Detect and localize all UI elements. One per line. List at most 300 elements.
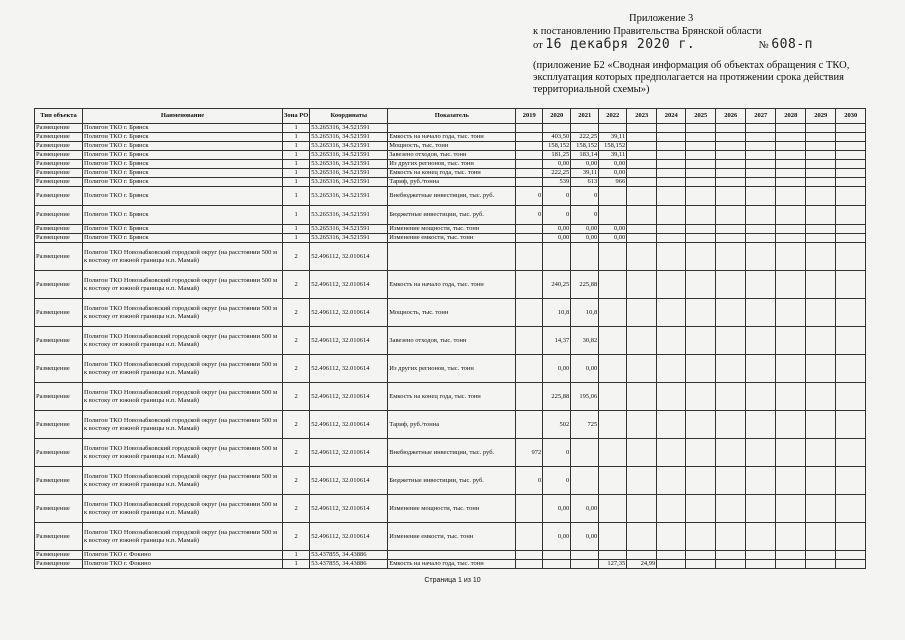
table-cell	[806, 178, 836, 187]
table-cell	[686, 178, 716, 187]
table-cell: 2	[283, 355, 310, 383]
table-cell: 225,88	[543, 383, 571, 411]
table-cell	[516, 169, 543, 178]
table-cell	[716, 467, 746, 495]
table-cell	[657, 151, 686, 160]
table-cell: 0,00	[571, 495, 599, 523]
table-cell	[516, 327, 543, 355]
table-cell: Размещение	[35, 271, 83, 299]
table-cell: 2	[283, 467, 310, 495]
table-cell	[627, 160, 657, 169]
table-cell: 0	[543, 206, 571, 225]
column-header: 2020	[543, 109, 571, 124]
table-cell: 53.265316, 34.521591	[310, 142, 388, 151]
table-cell	[657, 225, 686, 234]
table-cell	[657, 169, 686, 178]
table-cell: Полигон ТКО Новозыбковский городской округ (на расстоянии 500 м к востоку от южной границы н.п. Мамай)	[83, 327, 283, 355]
table-cell	[599, 187, 627, 206]
table-cell	[599, 411, 627, 439]
table-cell: Полигон ТКО г. Фокино	[83, 551, 283, 560]
table-cell	[599, 355, 627, 383]
table-cell	[716, 495, 746, 523]
table-row	[35, 327, 866, 355]
table-cell	[599, 551, 627, 560]
table-cell: 0,00	[571, 225, 599, 234]
table-cell	[776, 299, 806, 327]
table-cell	[836, 355, 866, 383]
table-cell	[716, 439, 746, 467]
table-cell: 52.496112, 32.010614	[310, 243, 388, 271]
column-header: 2024	[657, 109, 686, 124]
table-cell	[627, 271, 657, 299]
table-cell	[657, 355, 686, 383]
table-cell	[716, 225, 746, 234]
table-row	[35, 234, 866, 243]
table-cell: Из других регионов, тыс. тонн	[388, 355, 516, 383]
table-cell	[836, 151, 866, 160]
table-cell: 52.496112, 32.010614	[310, 411, 388, 439]
table-row	[35, 560, 866, 569]
table-cell	[806, 327, 836, 355]
table-cell	[686, 243, 716, 271]
table-cell	[686, 495, 716, 523]
table-cell: Полигон ТКО г. Брянск	[83, 187, 283, 206]
table-cell: 0	[516, 206, 543, 225]
table-cell	[836, 495, 866, 523]
table-cell	[776, 439, 806, 467]
table-cell: 222,25	[543, 169, 571, 178]
table-cell	[746, 299, 776, 327]
table-cell: Изменение мощности, тыс. тонн	[388, 495, 516, 523]
table-cell	[746, 411, 776, 439]
table-cell: Полигон ТКО Новозыбковский городской округ (на расстоянии 500 м к востоку от южной границы н.п. Мамай)	[83, 467, 283, 495]
table-cell	[686, 225, 716, 234]
table-cell: 1	[283, 133, 310, 142]
table-cell	[776, 551, 806, 560]
table-cell: Полигон ТКО Новозыбковский городской округ (на расстоянии 500 м к востоку от южной границы н.п. Мамай)	[83, 439, 283, 467]
column-header: 2027	[746, 109, 776, 124]
table-cell: 14,37	[543, 327, 571, 355]
table-cell	[627, 151, 657, 160]
appendix-label: Приложение 3	[629, 13, 694, 24]
table-cell	[806, 187, 836, 206]
table-cell	[806, 299, 836, 327]
table-cell: Внебюджетные инвестиции, тыс. руб.	[388, 187, 516, 206]
column-header: Зона РО	[283, 109, 310, 124]
table-row	[35, 495, 866, 523]
table-cell: 127,35	[599, 560, 627, 569]
table-cell	[836, 160, 866, 169]
table-cell: 2	[283, 299, 310, 327]
table-cell: 725	[571, 411, 599, 439]
table-cell	[516, 133, 543, 142]
table-cell: 1	[283, 178, 310, 187]
table-cell: Изменение емкости, тыс. тонн	[388, 234, 516, 243]
table-cell: 0,00	[543, 225, 571, 234]
table-cell: 0	[543, 187, 571, 206]
table-cell: 52.496112, 32.010614	[310, 299, 388, 327]
table-cell: Емкость на начало года, тыс. тонн	[388, 133, 516, 142]
table-cell	[806, 206, 836, 225]
table-cell: 0,00	[571, 160, 599, 169]
table-cell	[746, 523, 776, 551]
table-cell	[627, 299, 657, 327]
table-cell	[627, 523, 657, 551]
table-row	[35, 467, 866, 495]
table-cell	[516, 551, 543, 560]
table-cell: Тариф, руб./тонна	[388, 178, 516, 187]
table-cell	[627, 169, 657, 178]
table-cell	[836, 411, 866, 439]
table-cell: 0,00	[571, 355, 599, 383]
table-cell	[686, 551, 716, 560]
table-row	[35, 523, 866, 551]
table-cell	[716, 187, 746, 206]
table-cell	[836, 243, 866, 271]
table-cell: 0	[543, 439, 571, 467]
table-cell	[716, 383, 746, 411]
table-cell	[599, 206, 627, 225]
table-cell	[627, 243, 657, 271]
table-cell	[686, 383, 716, 411]
table-cell	[516, 560, 543, 569]
table-cell: 52.496112, 32.010614	[310, 383, 388, 411]
table-cell: Размещение	[35, 178, 83, 187]
objects-table	[34, 108, 866, 569]
table-cell: Завезено отходов, тыс. тонн	[388, 151, 516, 160]
table-cell: Размещение	[35, 467, 83, 495]
table-cell: Тариф, руб./тонна	[388, 411, 516, 439]
table-cell: 52.496112, 32.010614	[310, 467, 388, 495]
document-header	[533, 12, 873, 52]
table-cell: 1	[283, 551, 310, 560]
table-cell	[657, 178, 686, 187]
table-cell	[776, 160, 806, 169]
table-cell	[746, 151, 776, 160]
table-cell	[806, 560, 836, 569]
table-cell: 10,8	[543, 299, 571, 327]
table-cell	[716, 178, 746, 187]
table-cell	[776, 271, 806, 299]
table-cell: 30,82	[571, 327, 599, 355]
table-cell: 222,25	[571, 133, 599, 142]
table-cell: 52.496112, 32.010614	[310, 523, 388, 551]
table-cell: 0	[543, 467, 571, 495]
table-cell: 2	[283, 495, 310, 523]
table-cell	[627, 225, 657, 234]
table-cell: 52.496112, 32.010614	[310, 327, 388, 355]
table-cell	[686, 271, 716, 299]
table-cell	[657, 327, 686, 355]
table-cell: Полигон ТКО г. Брянск	[83, 133, 283, 142]
table-cell	[716, 299, 746, 327]
table-cell: Полигон ТКО г. Брянск	[83, 178, 283, 187]
table-cell	[836, 124, 866, 133]
table-cell: 53.265316, 34.521591	[310, 169, 388, 178]
table-cell	[657, 560, 686, 569]
table-cell: Размещение	[35, 169, 83, 178]
table-cell	[388, 124, 516, 133]
table-cell: 0,00	[571, 523, 599, 551]
table-cell	[836, 327, 866, 355]
resolution-line: к постановлению Правительства Брянской области	[533, 26, 762, 37]
table-cell: Размещение	[35, 355, 83, 383]
table-cell	[516, 411, 543, 439]
table-cell	[776, 411, 806, 439]
table-cell	[746, 206, 776, 225]
table-cell	[686, 523, 716, 551]
table-cell	[657, 243, 686, 271]
table-cell: 403,50	[543, 133, 571, 142]
table-cell	[571, 467, 599, 495]
table-cell: 195,06	[571, 383, 599, 411]
date-field: от 16 декабря 2020 г.	[533, 37, 696, 52]
table-cell: 0,00	[571, 234, 599, 243]
table-cell	[806, 151, 836, 160]
table-row	[35, 225, 866, 234]
table-cell	[571, 551, 599, 560]
table-cell	[716, 206, 746, 225]
table-cell: Полигон ТКО Новозыбковский городской округ (на расстоянии 500 м к востоку от южной границы н.п. Мамай)	[83, 355, 283, 383]
column-header: Показатель	[388, 109, 516, 124]
table-cell	[599, 383, 627, 411]
table-cell	[657, 495, 686, 523]
table-cell: Размещение	[35, 383, 83, 411]
table-cell: 0,00	[599, 169, 627, 178]
table-cell: 1	[283, 160, 310, 169]
table-cell: Емкость на конец года, тыс. тонн	[388, 383, 516, 411]
table-cell: 0	[571, 206, 599, 225]
table-cell	[776, 327, 806, 355]
table-cell	[516, 523, 543, 551]
table-cell: 52.496112, 32.010614	[310, 439, 388, 467]
table-row	[35, 124, 866, 133]
table-cell	[543, 243, 571, 271]
table-cell	[806, 142, 836, 151]
table-cell	[657, 160, 686, 169]
table-cell: Полигон ТКО г. Брянск	[83, 206, 283, 225]
table-cell	[716, 124, 746, 133]
table-cell	[657, 271, 686, 299]
table-row	[35, 133, 866, 142]
table-cell	[627, 355, 657, 383]
table-cell	[746, 187, 776, 206]
table-cell	[836, 187, 866, 206]
table-cell	[746, 178, 776, 187]
table-row	[35, 160, 866, 169]
column-header: 2023	[627, 109, 657, 124]
table-cell	[836, 383, 866, 411]
table-cell	[716, 551, 746, 560]
table-cell: Полигон ТКО Новозыбковский городской округ (на расстоянии 500 м к востоку от южной границы н.п. Мамай)	[83, 411, 283, 439]
table-cell	[686, 439, 716, 467]
table-cell: Размещение	[35, 299, 83, 327]
table-cell	[746, 495, 776, 523]
table-cell	[516, 151, 543, 160]
table-cell	[657, 383, 686, 411]
table-cell: 52.496112, 32.010614	[310, 271, 388, 299]
table-cell	[716, 271, 746, 299]
table-row	[35, 551, 866, 560]
table-cell	[599, 271, 627, 299]
table-cell	[716, 243, 746, 271]
table-cell: Размещение	[35, 133, 83, 142]
table-cell	[516, 124, 543, 133]
table-cell	[776, 151, 806, 160]
table-cell: 0,00	[599, 234, 627, 243]
table-cell: 1	[283, 560, 310, 569]
table-cell: 24,99	[627, 560, 657, 569]
table-cell: 1	[283, 234, 310, 243]
table-row	[35, 151, 866, 160]
table-cell: Размещение	[35, 560, 83, 569]
table-cell	[836, 234, 866, 243]
table-cell: 225,88	[571, 271, 599, 299]
table-cell	[657, 467, 686, 495]
table-cell	[627, 383, 657, 411]
table-cell	[657, 439, 686, 467]
table-cell	[686, 299, 716, 327]
column-header: 2028	[776, 109, 806, 124]
table-cell	[516, 160, 543, 169]
table-cell	[746, 355, 776, 383]
table-cell: 39,11	[571, 169, 599, 178]
table-cell	[686, 355, 716, 383]
table-cell: Внебюджетные инвестиции, тыс. руб.	[388, 439, 516, 467]
table-cell: Емкость на начало года, тыс. тонн	[388, 560, 516, 569]
table-cell	[836, 169, 866, 178]
table-cell: 0	[516, 187, 543, 206]
table-cell	[776, 133, 806, 142]
table-cell	[716, 560, 746, 569]
table-row	[35, 178, 866, 187]
table-cell: 972	[516, 439, 543, 467]
table-cell: Размещение	[35, 187, 83, 206]
column-header: 2022	[599, 109, 627, 124]
table-cell	[657, 142, 686, 151]
column-header: Наименование	[83, 109, 283, 124]
table-cell	[806, 523, 836, 551]
table-cell	[806, 551, 836, 560]
table-cell	[686, 560, 716, 569]
table-cell: 2	[283, 327, 310, 355]
table-cell	[776, 169, 806, 178]
table-cell: Из других регионов, тыс. тонн	[388, 160, 516, 169]
table-cell	[516, 383, 543, 411]
table-row	[35, 142, 866, 151]
table-cell: Размещение	[35, 439, 83, 467]
table-cell	[716, 355, 746, 383]
table-cell	[806, 271, 836, 299]
table-cell	[836, 142, 866, 151]
table-cell: 53.265316, 34.521591	[310, 206, 388, 225]
table-cell: Полигон ТКО г. Фокино	[83, 560, 283, 569]
table-cell	[836, 439, 866, 467]
table-cell: Полигон ТКО г. Брянск	[83, 234, 283, 243]
table-cell	[836, 299, 866, 327]
table-cell	[571, 243, 599, 271]
table-cell	[543, 560, 571, 569]
table-row	[35, 169, 866, 178]
table-cell: 240,25	[543, 271, 571, 299]
table-cell	[686, 467, 716, 495]
table-cell	[599, 495, 627, 523]
table-cell	[686, 124, 716, 133]
table-cell: 53.265316, 34.521591	[310, 234, 388, 243]
table-cell: Размещение	[35, 411, 83, 439]
table-cell	[516, 243, 543, 271]
table-cell	[776, 467, 806, 495]
table-cell: 2	[283, 439, 310, 467]
table-cell: 53.265316, 34.521591	[310, 124, 388, 133]
table-cell	[516, 355, 543, 383]
table-cell: 53.265316, 34.521591	[310, 133, 388, 142]
table-cell	[776, 560, 806, 569]
table-cell: Бюджетные инвестиции, тыс. руб.	[388, 467, 516, 495]
table-cell	[746, 124, 776, 133]
table-cell	[657, 411, 686, 439]
table-cell: Полигон ТКО г. Брянск	[83, 124, 283, 133]
table-cell	[746, 243, 776, 271]
table-row	[35, 439, 866, 467]
table-cell	[686, 169, 716, 178]
table-cell	[806, 383, 836, 411]
column-header: Тип объекта	[35, 109, 83, 124]
table-cell: 0	[516, 467, 543, 495]
table-cell: 158,152	[599, 142, 627, 151]
table-cell	[657, 133, 686, 142]
table-cell: 502	[543, 411, 571, 439]
table-cell	[746, 560, 776, 569]
table-cell	[516, 225, 543, 234]
table-cell	[746, 467, 776, 495]
table-cell	[776, 495, 806, 523]
table-cell	[776, 234, 806, 243]
table-cell: Полигон ТКО Новозыбковский городской округ (на расстоянии 500 м к востоку от южной границы н.п. Мамай)	[83, 299, 283, 327]
table-cell	[776, 187, 806, 206]
table-cell	[657, 234, 686, 243]
table-cell: 613	[571, 178, 599, 187]
number-field: № 608-п	[758, 37, 813, 52]
table-cell: 53.265316, 34.521591	[310, 225, 388, 234]
table-cell: Полигон ТКО Новозыбковский городской округ (на расстоянии 500 м к востоку от южной границы н.п. Мамай)	[83, 523, 283, 551]
table-cell	[716, 133, 746, 142]
table-cell	[599, 523, 627, 551]
table-cell	[836, 133, 866, 142]
column-header: 2029	[806, 109, 836, 124]
table-cell: 52.496112, 32.010614	[310, 355, 388, 383]
column-header: 2030	[836, 109, 866, 124]
page-footer: Страница 1 из 10	[424, 577, 481, 584]
table-cell: 2	[283, 383, 310, 411]
table-cell	[686, 133, 716, 142]
table-cell	[627, 124, 657, 133]
table-cell: Размещение	[35, 495, 83, 523]
table-cell: Мощность, тыс. тонн	[388, 299, 516, 327]
table-cell: 53.437855, 34.43886	[310, 560, 388, 569]
table-cell	[746, 271, 776, 299]
table-cell	[627, 495, 657, 523]
table-cell	[516, 271, 543, 299]
table-cell	[599, 327, 627, 355]
handwritten-number: 608-п	[771, 37, 813, 52]
table-cell	[806, 243, 836, 271]
table-cell: Мощность, тыс. тонн	[388, 142, 516, 151]
table-cell: Размещение	[35, 142, 83, 151]
table-cell: 181,25	[543, 151, 571, 160]
table-cell: 53.265316, 34.521591	[310, 187, 388, 206]
table-cell	[716, 411, 746, 439]
